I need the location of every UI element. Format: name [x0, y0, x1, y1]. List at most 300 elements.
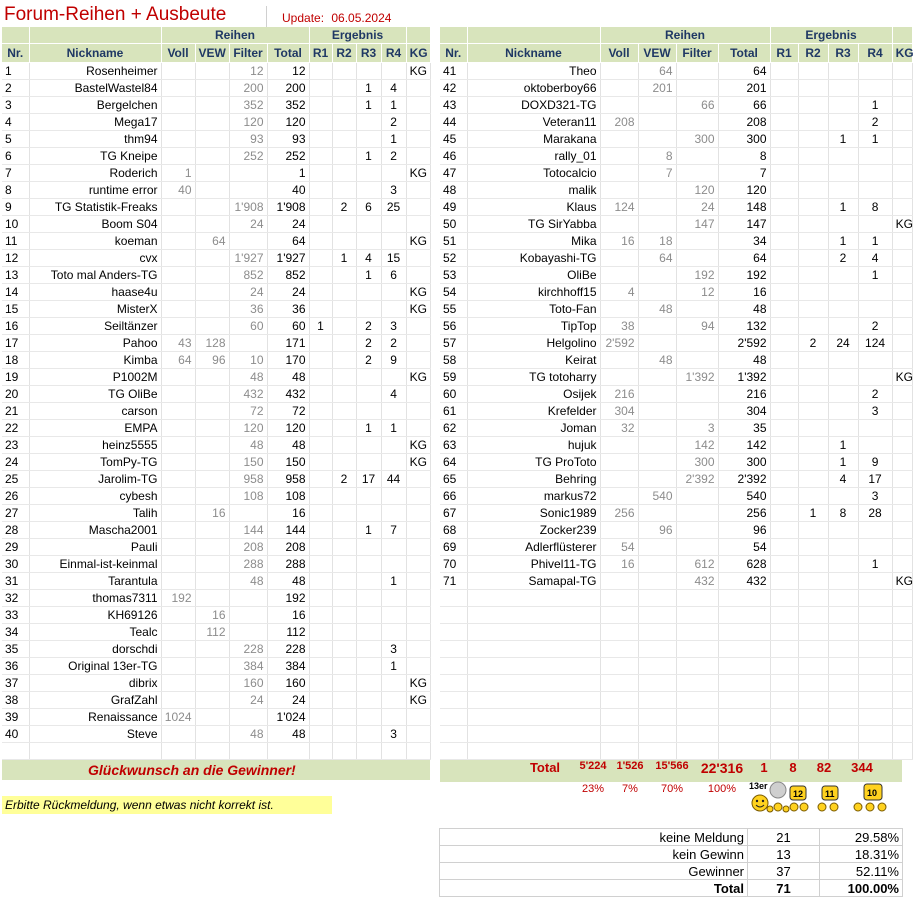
- table-row: [2, 182, 430, 199]
- row-vew: 112: [195, 624, 229, 641]
- row-r3: [356, 743, 381, 760]
- row-r4: [858, 709, 892, 726]
- row-r3: [356, 590, 381, 607]
- row-total: 192: [267, 590, 309, 607]
- table-row: [440, 743, 912, 760]
- row-voll: [600, 590, 638, 607]
- table-row: [2, 80, 430, 97]
- row-r4: [381, 539, 406, 556]
- row-vew: 128: [195, 335, 229, 352]
- row-total: 64: [718, 250, 770, 267]
- svg-text:10: 10: [867, 788, 878, 798]
- row-r4: [858, 301, 892, 318]
- row-r1: 1: [309, 318, 332, 335]
- row-nr: 48: [440, 182, 467, 199]
- row-total: 1'908: [267, 199, 309, 216]
- row-kg: [892, 284, 912, 301]
- row-vew: 16: [195, 607, 229, 624]
- row-vew: [195, 148, 229, 165]
- row-nickname: DOXD321-TG: [467, 97, 600, 114]
- table-row: [440, 726, 912, 743]
- row-r2: [798, 488, 828, 505]
- row-vew: [638, 131, 676, 148]
- row-r4: [381, 63, 406, 80]
- row-r3: 1: [356, 97, 381, 114]
- row-voll: [161, 454, 195, 471]
- row-total: 2'592: [718, 335, 770, 352]
- row-kg: [406, 556, 430, 573]
- table-row: [2, 284, 430, 301]
- row-r2: [332, 437, 356, 454]
- row-voll: [161, 641, 195, 658]
- row-nr: [440, 624, 467, 641]
- row-voll: [600, 454, 638, 471]
- row-total: [718, 607, 770, 624]
- row-r3: [828, 743, 858, 760]
- row-kg: [406, 114, 430, 131]
- row-r2: [798, 590, 828, 607]
- row-kg: [892, 97, 912, 114]
- row-r1: [309, 250, 332, 267]
- row-voll: [161, 386, 195, 403]
- row-nickname: Veteran11: [467, 114, 600, 131]
- row-total: 352: [267, 97, 309, 114]
- row-kg: [892, 624, 912, 641]
- row-kg: KG: [406, 369, 430, 386]
- row-kg: [406, 641, 430, 658]
- row-vew: [195, 471, 229, 488]
- row-r4: [381, 437, 406, 454]
- row-total: 48: [267, 573, 309, 590]
- row-r3: [356, 505, 381, 522]
- row-r2: [798, 573, 828, 590]
- total-label: Total: [529, 760, 561, 775]
- row-voll: [161, 607, 195, 624]
- row-vew: [195, 267, 229, 284]
- row-r1: [309, 352, 332, 369]
- total-r1: 1: [760, 760, 768, 775]
- row-voll: 16: [600, 233, 638, 250]
- row-kg: [892, 658, 912, 675]
- row-r2: [798, 386, 828, 403]
- row-nr: 29: [2, 539, 29, 556]
- row-vew: [638, 641, 676, 658]
- row-kg: [406, 403, 430, 420]
- row-r4: [858, 624, 892, 641]
- row-vew: [195, 454, 229, 471]
- row-vew: [195, 284, 229, 301]
- row-nr: 41: [440, 63, 467, 80]
- row-kg: KG: [406, 454, 430, 471]
- row-r4: 1: [381, 420, 406, 437]
- row-kg: [892, 726, 912, 743]
- row-vew: 64: [638, 250, 676, 267]
- row-total: 958: [267, 471, 309, 488]
- row-nr: 26: [2, 488, 29, 505]
- row-vew: 8: [638, 148, 676, 165]
- row-kg: [406, 148, 430, 165]
- row-voll: [161, 539, 195, 556]
- row-r3: [356, 624, 381, 641]
- row-r2: [332, 573, 356, 590]
- row-voll: [600, 641, 638, 658]
- row-nickname: Original 13er-TG: [29, 658, 161, 675]
- row-r1: [770, 624, 798, 641]
- stats-body: [440, 829, 903, 897]
- congrats-text: Glückwunsch an die Gewinner!: [88, 762, 296, 778]
- row-r1: [770, 114, 798, 131]
- row-vew: [638, 199, 676, 216]
- row-total: 48: [718, 301, 770, 318]
- row-r1: [770, 437, 798, 454]
- row-r3: [356, 675, 381, 692]
- row-r2: [332, 301, 356, 318]
- table-row: [440, 284, 912, 301]
- row-kg: [892, 709, 912, 726]
- row-nickname: [467, 590, 600, 607]
- row-vew: [638, 743, 676, 760]
- row-total: 144: [267, 522, 309, 539]
- row-r1: [309, 726, 332, 743]
- table-row: [440, 386, 912, 403]
- row-vew: [638, 726, 676, 743]
- row-filter: 300: [676, 131, 718, 148]
- row-r1: [309, 607, 332, 624]
- row-total: 252: [267, 148, 309, 165]
- row-r2: 1: [332, 250, 356, 267]
- row-filter: [676, 250, 718, 267]
- row-kg: [892, 539, 912, 556]
- row-r3: [356, 573, 381, 590]
- row-kg: [406, 573, 430, 590]
- row-nickname: TipTop: [467, 318, 600, 335]
- row-vew: 540: [638, 488, 676, 505]
- row-total: 120: [267, 420, 309, 437]
- row-r4: [858, 607, 892, 624]
- row-vew: [195, 641, 229, 658]
- row-nickname: Helgolino: [467, 335, 600, 352]
- row-voll: [600, 488, 638, 505]
- row-voll: [161, 726, 195, 743]
- row-total: [718, 590, 770, 607]
- row-kg: [406, 131, 430, 148]
- row-nickname: [467, 658, 600, 675]
- row-r1: [770, 267, 798, 284]
- row-r4: [858, 522, 892, 539]
- row-r4: [858, 743, 892, 760]
- row-nickname: Zocker239: [467, 522, 600, 539]
- row-r1: [309, 182, 332, 199]
- row-r3: [828, 692, 858, 709]
- row-kg: KG: [406, 284, 430, 301]
- row-total: 432: [718, 573, 770, 590]
- row-r3: 1: [828, 131, 858, 148]
- row-r1: [309, 284, 332, 301]
- row-filter: 1'927: [229, 250, 267, 267]
- row-r3: [356, 556, 381, 573]
- row-r1: [770, 420, 798, 437]
- row-r4: 1: [858, 233, 892, 250]
- row-nickname: hujuk: [467, 437, 600, 454]
- row-nr: 47: [440, 165, 467, 182]
- row-kg: [892, 352, 912, 369]
- row-r4: [858, 63, 892, 80]
- row-r1: [770, 97, 798, 114]
- row-r2: [332, 590, 356, 607]
- table-row: [2, 624, 430, 641]
- row-r3: [356, 437, 381, 454]
- row-nickname: Sonic1989: [467, 505, 600, 522]
- row-nickname: dorschdi: [29, 641, 161, 658]
- row-nr: 43: [440, 97, 467, 114]
- row-total: 150: [267, 454, 309, 471]
- row-total: 16: [267, 607, 309, 624]
- row-r3: 2: [828, 250, 858, 267]
- row-r2: [798, 131, 828, 148]
- row-r4: [381, 624, 406, 641]
- group-ergebnis: Ergebnis: [309, 27, 406, 44]
- row-kg: [892, 590, 912, 607]
- row-vew: [638, 216, 676, 233]
- row-kg: [406, 335, 430, 352]
- row-kg: [892, 420, 912, 437]
- row-r3: [356, 182, 381, 199]
- stats-count: 37: [748, 863, 820, 880]
- row-total: 384: [267, 658, 309, 675]
- row-vew: [195, 658, 229, 675]
- row-voll: 208: [600, 114, 638, 131]
- row-voll: [600, 63, 638, 80]
- row-nr: 49: [440, 199, 467, 216]
- col-r4: R4: [858, 44, 892, 63]
- row-filter: [676, 233, 718, 250]
- row-filter: 2'392: [676, 471, 718, 488]
- row-nickname: GrafZahl: [29, 692, 161, 709]
- row-vew: [195, 301, 229, 318]
- row-r4: [858, 726, 892, 743]
- row-r4: [858, 369, 892, 386]
- row-nickname: Mika: [467, 233, 600, 250]
- row-r1: [770, 454, 798, 471]
- total-filter: 15'566: [655, 760, 689, 772]
- stats-count: 21: [748, 829, 820, 846]
- row-r2: [798, 437, 828, 454]
- row-nr: 71: [440, 573, 467, 590]
- row-r1: [770, 709, 798, 726]
- row-voll: [600, 709, 638, 726]
- row-nr: 4: [2, 114, 29, 131]
- row-vew: [638, 556, 676, 573]
- row-total: [267, 743, 309, 760]
- row-r4: 3: [381, 182, 406, 199]
- row-filter: [229, 590, 267, 607]
- table-row: [2, 420, 430, 437]
- row-kg: [406, 420, 430, 437]
- row-nr: 38: [2, 692, 29, 709]
- row-r2: [332, 454, 356, 471]
- row-r3: [828, 216, 858, 233]
- stats-row: [440, 829, 903, 846]
- row-nr: 34: [2, 624, 29, 641]
- row-filter: [229, 165, 267, 182]
- row-r2: [332, 284, 356, 301]
- row-r4: [381, 454, 406, 471]
- row-filter: 48: [229, 573, 267, 590]
- row-filter: 300: [676, 454, 718, 471]
- row-nickname: EMPA: [29, 420, 161, 437]
- row-r3: [828, 63, 858, 80]
- row-vew: [638, 386, 676, 403]
- row-voll: [600, 148, 638, 165]
- table-row: [440, 63, 912, 80]
- row-kg: [892, 182, 912, 199]
- row-vew: [195, 573, 229, 590]
- row-r4: 9: [858, 454, 892, 471]
- row-nickname: Toto mal Anders-TG: [29, 267, 161, 284]
- row-r3: 2: [356, 318, 381, 335]
- row-filter: [676, 114, 718, 131]
- row-total: 24: [267, 692, 309, 709]
- row-nickname: Theo: [467, 63, 600, 80]
- row-voll: [600, 692, 638, 709]
- row-r1: [309, 471, 332, 488]
- table-row: [2, 658, 430, 675]
- row-kg: [892, 675, 912, 692]
- row-vew: [195, 692, 229, 709]
- row-voll: 2'592: [600, 335, 638, 352]
- row-nickname: Samapal-TG: [467, 573, 600, 590]
- row-total: 304: [718, 403, 770, 420]
- row-kg: [892, 148, 912, 165]
- row-total: 300: [718, 131, 770, 148]
- table-row: [2, 488, 430, 505]
- row-r1: [309, 267, 332, 284]
- row-nr: [440, 607, 467, 624]
- row-nr: 23: [2, 437, 29, 454]
- row-nr: 63: [440, 437, 467, 454]
- row-nickname: Pauli: [29, 539, 161, 556]
- row-r4: 3: [381, 726, 406, 743]
- row-total: 852: [267, 267, 309, 284]
- row-nickname: BastelWastel84: [29, 80, 161, 97]
- row-r2: [332, 641, 356, 658]
- row-r1: [309, 522, 332, 539]
- table-row: [440, 199, 912, 216]
- col-nr: Nr.: [440, 44, 467, 63]
- row-kg: [406, 352, 430, 369]
- row-r4: [858, 658, 892, 675]
- row-r2: [332, 522, 356, 539]
- table-row: [2, 692, 430, 709]
- row-r2: [332, 63, 356, 80]
- row-r3: [828, 420, 858, 437]
- row-nr: 42: [440, 80, 467, 97]
- row-vew: [195, 318, 229, 335]
- row-r2: [798, 522, 828, 539]
- row-kg: [406, 488, 430, 505]
- row-r3: [828, 148, 858, 165]
- row-nickname: [467, 692, 600, 709]
- row-r1: [309, 539, 332, 556]
- row-nr: 37: [2, 675, 29, 692]
- total-r2: 8: [789, 760, 797, 775]
- col-r4: R4: [381, 44, 406, 63]
- row-r4: 3: [858, 403, 892, 420]
- table-row: [2, 539, 430, 556]
- table-row: [2, 199, 430, 216]
- row-r4: 2: [381, 335, 406, 352]
- row-nickname: Krefelder: [467, 403, 600, 420]
- row-r4: [858, 641, 892, 658]
- stats-label: keine Meldung: [440, 829, 748, 846]
- row-r3: 1: [828, 437, 858, 454]
- row-total: 48: [267, 726, 309, 743]
- row-r3: [356, 454, 381, 471]
- row-r1: [770, 250, 798, 267]
- row-r3: [828, 726, 858, 743]
- row-kg: [892, 607, 912, 624]
- row-filter: 36: [229, 301, 267, 318]
- row-nickname: runtime error: [29, 182, 161, 199]
- row-nickname: P1002M: [29, 369, 161, 386]
- row-r1: [770, 284, 798, 301]
- row-nickname: Phivel11-TG: [467, 556, 600, 573]
- row-r3: [828, 488, 858, 505]
- row-r4: [381, 709, 406, 726]
- table-row: [2, 250, 430, 267]
- row-nickname: Seiltänzer: [29, 318, 161, 335]
- row-nr: 24: [2, 454, 29, 471]
- row-r3: 6: [356, 199, 381, 216]
- row-r4: [858, 182, 892, 199]
- row-nr: [440, 726, 467, 743]
- row-r1: [770, 539, 798, 556]
- row-r2: [332, 709, 356, 726]
- row-filter: [676, 675, 718, 692]
- col-r2: R2: [798, 44, 828, 63]
- row-r3: [356, 403, 381, 420]
- row-nickname: Mega17: [29, 114, 161, 131]
- row-r1: [309, 709, 332, 726]
- row-r1: [770, 165, 798, 182]
- row-nickname: KH69126: [29, 607, 161, 624]
- row-r2: [332, 624, 356, 641]
- table-body-right: [440, 63, 912, 760]
- row-nickname: TG ProToto: [467, 454, 600, 471]
- table-row: [440, 403, 912, 420]
- row-vew: 16: [195, 505, 229, 522]
- row-voll: [161, 420, 195, 437]
- row-r1: [309, 590, 332, 607]
- row-filter: 144: [229, 522, 267, 539]
- row-filter: [229, 743, 267, 760]
- row-filter: 852: [229, 267, 267, 284]
- col-voll: Voll: [161, 44, 195, 63]
- row-voll: 216: [600, 386, 638, 403]
- row-voll: [600, 165, 638, 182]
- row-r3: [356, 709, 381, 726]
- row-total: 120: [718, 182, 770, 199]
- row-voll: 40: [161, 182, 195, 199]
- row-vew: [638, 182, 676, 199]
- row-r4: 3: [381, 641, 406, 658]
- row-filter: 66: [676, 97, 718, 114]
- table-row: [2, 726, 430, 743]
- row-voll: 124: [600, 199, 638, 216]
- row-kg: [406, 590, 430, 607]
- row-r2: [332, 131, 356, 148]
- row-nr: 62: [440, 420, 467, 437]
